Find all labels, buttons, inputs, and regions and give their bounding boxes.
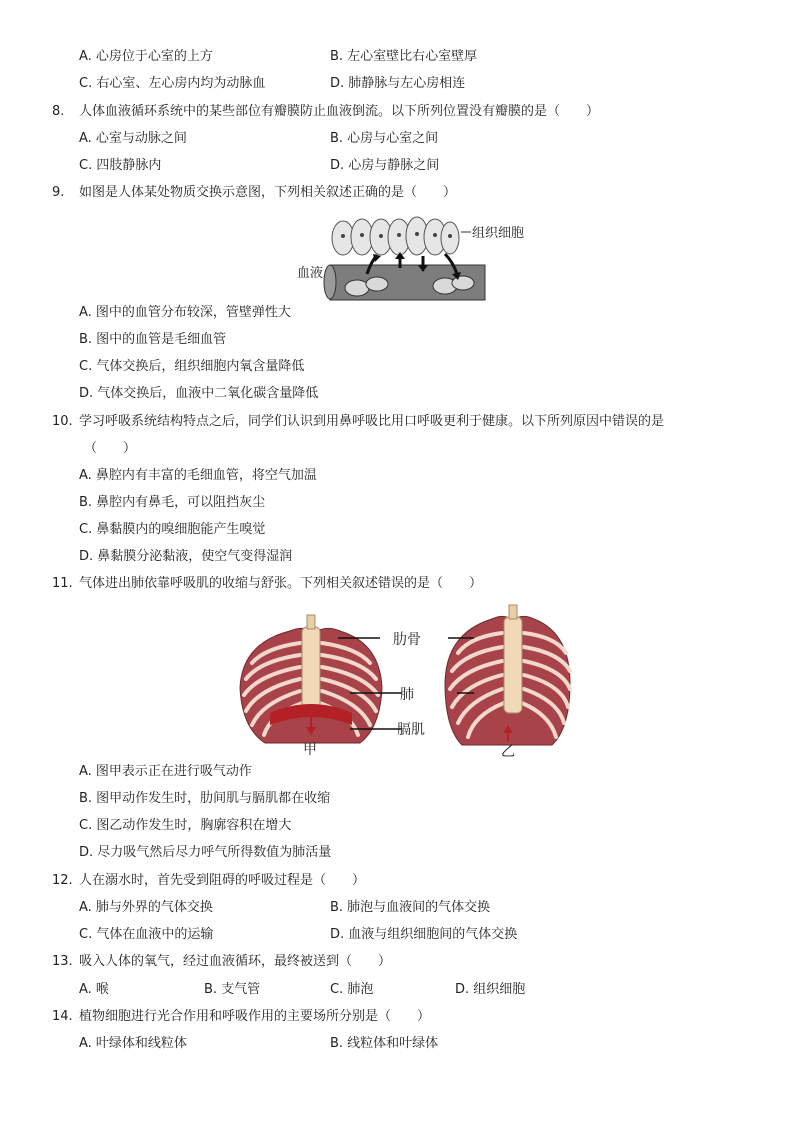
q8-option-d: D. 心房与静脉之间	[330, 158, 440, 173]
q7-option-c: C. 右心室、左心房内均为动脉血	[79, 76, 266, 91]
q11-stem: 气体进出肺依靠呼吸肌的收缩与舒张。下列相关叙述错误的是（ ）	[79, 576, 483, 591]
q8-stem: 人体血液循环系统中的某些部位有瓣膜防止血液倒流。以下所列位置没有瓣膜的是（ ）	[79, 104, 600, 119]
q14-option-b: B. 线粒体和叶绿体	[330, 1036, 439, 1051]
q12-stem: 人在溺水时，首先受到阻碍的呼吸过程是（ ）	[79, 873, 366, 888]
q12-option-d: D. 血液与组织细胞间的气体交换	[330, 927, 518, 942]
q9-option-a: A. 图中的血管分布较深，管壁弹性大	[79, 305, 291, 320]
q10-option-a: A. 鼻腔内有丰富的毛细血管，将空气加温	[79, 468, 317, 483]
q7-option-d: D. 肺静脉与左心房相连	[330, 76, 466, 91]
q10-stem-bracket: （ ）	[84, 441, 137, 456]
q11-option-b: B. 图甲动作发生时，肋间肌与膈肌都在收缩	[79, 791, 331, 806]
q12-option-a: A. 肺与外界的气体交换	[79, 900, 213, 915]
q13-number: 13.	[52, 954, 73, 969]
q11-option-d: D. 尽力吸气然后尽力呼气所得数值为肺活量	[79, 845, 332, 860]
q9-stem: 如图是人体某处物质交换示意图，下列相关叙述正确的是（ ）	[79, 185, 457, 200]
q9-option-d: D. 气体交换后，血液中二氧化碳含量降低	[79, 386, 319, 401]
q9-option-c: C. 气体交换后，组织细胞内氧含量降低	[79, 359, 305, 374]
q11-label-jia: 甲	[303, 742, 317, 758]
q7-option-a: A. 心房位于心室的上方	[79, 49, 213, 64]
q11-number: 11.	[52, 576, 73, 591]
q11-label-lung: 肺	[400, 687, 414, 703]
q7-option-b: B. 左心室壁比右心室壁厚	[330, 49, 478, 64]
q12-option-b: B. 肺泡与血液间的气体交换	[330, 900, 491, 915]
q10-option-c: C. 鼻黏膜内的嗅细胞能产生嗅觉	[79, 522, 266, 537]
q14-option-a: A. 叶绿体和线粒体	[79, 1036, 187, 1051]
q9-option-b: B. 图中的血管是毛细血管	[79, 332, 227, 347]
q13-stem: 吸入人体的氧气，经过血液循环，最终被送到（ ）	[79, 954, 392, 969]
q10-option-b: B. 鼻腔内有鼻毛，可以阻挡灰尘	[79, 495, 266, 510]
q9-label-tissue-cells: 组织细胞	[472, 226, 525, 241]
q11-label-diaphragm: 膈肌	[397, 722, 425, 738]
q13-option-b: B. 支气管	[204, 982, 261, 997]
q10-number: 10.	[52, 414, 73, 429]
q9-exchange-figure	[295, 210, 525, 305]
q10-option-d: D. 鼻黏膜分泌黏液，使空气变得湿润	[79, 549, 293, 564]
q11-label-rib: 肋骨	[393, 632, 421, 648]
q8-option-c: C. 四肢静脉内	[79, 158, 162, 173]
q11-ribcage-figure	[230, 603, 575, 761]
q11-option-c: C. 图乙动作发生时，胸廓容积在增大	[79, 818, 292, 833]
q13-option-a: A. 喉	[79, 982, 109, 997]
q10-stem: 学习呼吸系统结构特点之后，同学们认识到用鼻呼吸比用口呼吸更利于健康。以下所列原因中错误的是	[79, 414, 665, 429]
q9-number: 9.	[52, 185, 65, 200]
ribcage-yi	[445, 605, 570, 745]
q14-number: 14.	[52, 1009, 73, 1024]
q11-option-a: A. 图甲表示正在进行吸气动作	[79, 764, 252, 779]
q13-option-d: D. 组织细胞	[455, 982, 526, 997]
q12-option-c: C. 气体在血液中的运输	[79, 927, 214, 942]
q8-number: 8.	[52, 104, 65, 119]
q8-option-b: B. 心房与心室之间	[330, 131, 439, 146]
q8-option-a: A. 心室与动脉之间	[79, 131, 187, 146]
q9-label-blood: 血液	[297, 266, 324, 281]
ribcage-jia	[240, 615, 382, 743]
q13-option-c: C. 肺泡	[330, 982, 374, 997]
q14-stem: 植物细胞进行光合作用和呼吸作用的主要场所分别是（ ）	[79, 1009, 431, 1024]
q11-label-yi: 乙	[501, 744, 515, 760]
q12-number: 12.	[52, 873, 73, 888]
